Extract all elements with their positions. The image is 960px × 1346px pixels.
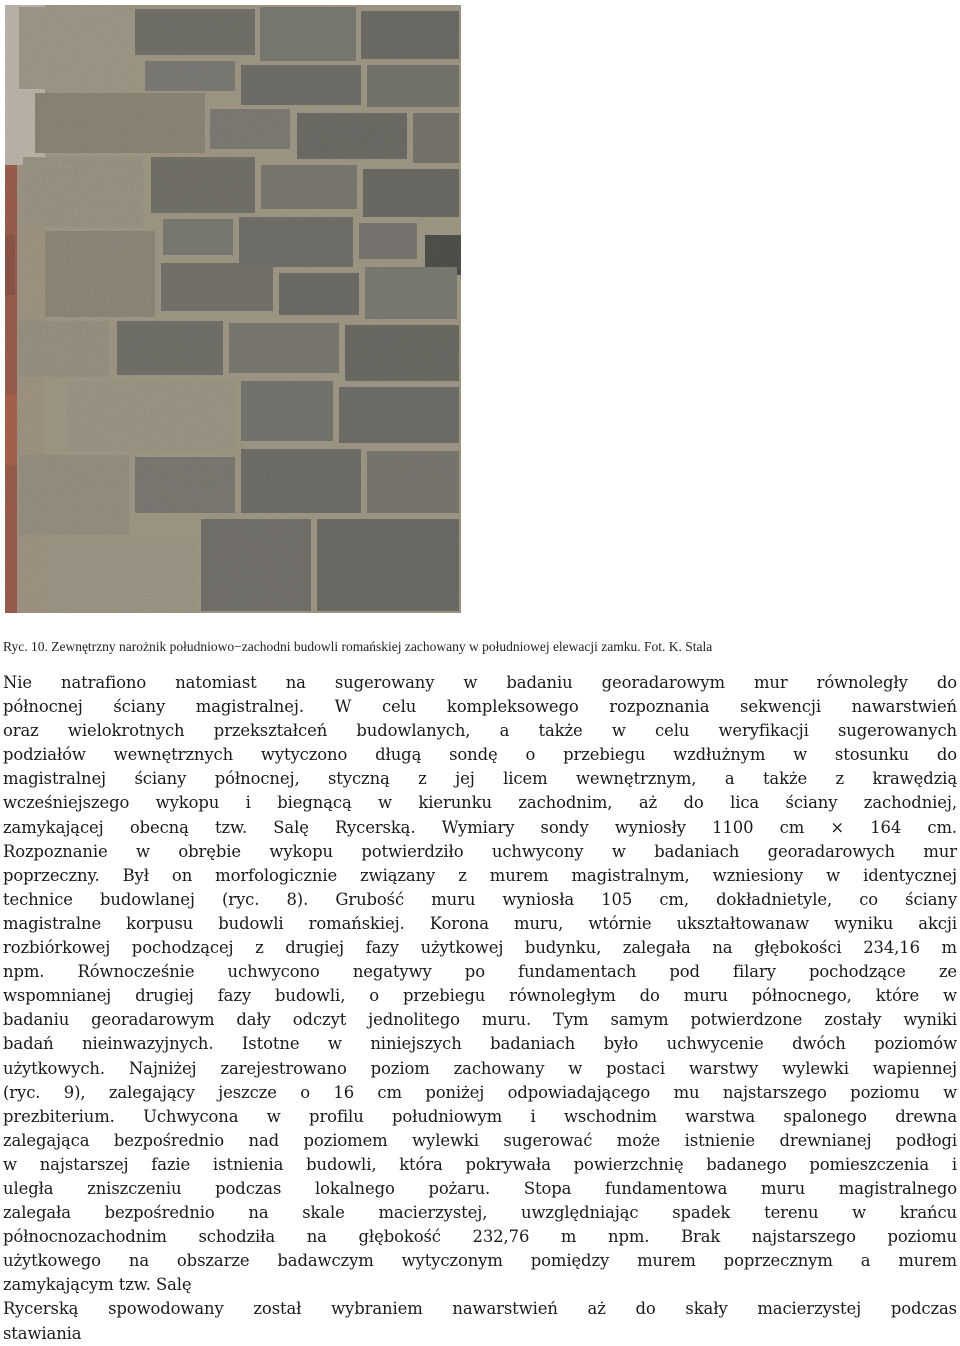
text-line: północnozachodnim schodziła na głębokość 232,76 m npm. Brak najstarszego poziomu [3,1227,957,1247]
text-line: (ryc. 9), zalegający jeszcze o 16 cm poniżej odpowiadającego mu najstarszego poziomu w [3,1082,957,1102]
stone-wall-photo [5,5,461,613]
text-line: podziałów wewnętrznych wytyczono długą sondę o przebiegu wzdłużnym w stosunku do [3,745,957,765]
text-line: zamykającym tzw. Salę [3,1275,192,1295]
text-line: Rozpoznanie w obrębie wykopu potwierdziło uchwycony w badaniach georadarowych mur [3,841,957,861]
text-line: prezbiterium. Uchwycona w profilu południowym i wschodnim warstwa spalonego drewna [3,1106,957,1126]
text-line: Rycerską spowodowany został wybraniem nawarstwień aż do skały macierzystej podczas [3,1299,957,1319]
text-line: uległa zniszczeniu podczas lokalnego pożaru. Stopa fundamentowa muru magistralnego [3,1178,957,1198]
stone-wall-image [5,5,461,613]
figure-caption: Ryc. 10. Zewnętrzny narożnik południowo−zachodni budowli romańskiej zachowany w południowej elewacji zamku. Fot. K. Stala [3,639,713,654]
text-line: północnej ściany magistralnej. W celu kompleksowego rozpoznania sekwencji nawarstwień [3,697,957,717]
text-line: npm. Równocześnie uchwycono negatywy po fundamentach pod filary pochodzące ze [3,962,957,982]
text-line: użytkowych. Najniżej zarejestrowano poziom zachowany w postaci warstwy wylewki wapiennej [3,1058,957,1078]
text-line: stawiania [3,1323,82,1343]
text-line: użytkowego na obszarze badawczym wytyczonym pomiędzy murem poprzecznym a murem [3,1251,957,1271]
text-line: poprzeczny. Był on morfologicznie związany z murem magistralnym, wzniesiony w identycznej [3,865,957,885]
text-line: badań nieinwazyjnych. Istotne w niniejszych badaniach było uchwycenie dwóch poziomów [3,1034,957,1054]
text-line: magistralnej ściany północnej, styczną z jej licem wewnętrznym, a także z krawędzią [3,769,957,789]
text-line: zalegała bezpośrednio na skale macierzystej, uwzględniając spadek terenu w krańcu [3,1203,957,1223]
text-line: Nie natrafiono natomiast na sugerowany w badaniu georadarowym mur równoległy do [3,673,957,692]
text-line: w najstarszej fazie istnienia budowli, która pokrywała powierzchnię badanego pomieszczenia i [3,1154,957,1174]
text-line: rozbiórkowej pochodzącej z drugiej fazy użytkowej budynku, zalegała na głębokości 234,16 m [3,938,957,958]
text-line: zamykającej obecną tzw. Salę Rycerską. Wymiary sondy wyniosły 1100 cm × 164 cm. [3,817,957,837]
text-line: magistralne korpusu budowli romańskiej. Korona muru, wtórnie ukształtowanaw wyniku akcji [3,913,957,933]
body-text [3,671,957,1346]
text-line: oraz wielokrotnych przekształceń budowlanych, a także w celu weryfikacji sugerowanych [3,721,957,741]
text-line: wspomnianej drugiej fazy budowli, o przebiegu równoległym do muru północnego, które w [3,986,957,1006]
text-line: technice budowlanej (ryc. 8). Grubość muru wyniosła 105 cm, dokładnietyle, co ściany [3,889,957,909]
text-line: zalegająca bezpośrednio nad poziomem wylewki sugerować może istnienie drewnianej podłogi [3,1130,957,1150]
text-line: wcześniejszego wykopu i biegnącą w kierunku zachodnim, aż do lica ściany zachodniej, [3,793,957,813]
text-line: badaniu georadarowym dały odczyt jednolitego muru. Tym samym potwierdzone zostały wyniki [3,1010,957,1030]
